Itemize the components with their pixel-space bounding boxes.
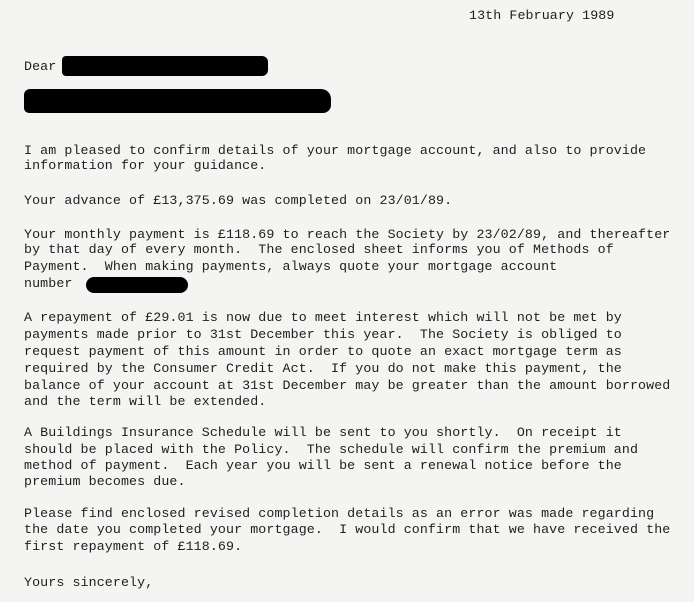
- paragraph-5-line-1: A Buildings Insurance Schedule will be sent to you shortly. On receipt it: [24, 425, 622, 440]
- paragraph-4-line-3: request payment of this amount in order to quote an exact mortgage term as: [24, 344, 622, 359]
- redacted-recipient-address: [24, 89, 331, 113]
- paragraph-4-line-1: A repayment of £29.01 is now due to meet interest which will not be met by: [24, 310, 622, 325]
- paragraph-4-line-5: balance of your account at 31st December may be greater than the amount borrowed: [24, 378, 671, 393]
- salutation: Dear: [24, 59, 57, 74]
- closing: Yours sincerely,: [24, 575, 154, 590]
- paragraph-4-line-6: and the term will be extended.: [24, 394, 267, 409]
- paragraph-5-line-2: should be placed with the Policy. The schedule will confirm the premium and: [24, 442, 639, 457]
- paragraph-6-line-2: the date you completed your mortgage. I would confirm that we have received the: [24, 522, 671, 537]
- paragraph-5-line-4: premium becomes due.: [24, 474, 186, 489]
- letter-date: 13th February 1989: [469, 8, 615, 23]
- paragraph-6-line-3: first repayment of £118.69.: [24, 539, 243, 554]
- paragraph-3-line-2: by that day of every month. The enclosed sheet informs you of Methods of: [24, 242, 614, 257]
- paragraph-4-line-2: payments made prior to 31st December this year. The Society is obliged to: [24, 327, 622, 342]
- paragraph-5-line-3: method of payment. Each year you will be sent a renewal notice before the: [24, 458, 622, 473]
- paragraph-3-line-4: number: [24, 276, 73, 291]
- paragraph-3-line-1: Your monthly payment is £118.69 to reach the Society by 23/02/89, and thereafter: [24, 227, 671, 242]
- redacted-account-number: [86, 277, 188, 293]
- cut-off-header-fragment: [22, 0, 50, 1]
- paragraph-1-line-1: I am pleased to confirm details of your mortgage account, and also to provide: [24, 143, 647, 158]
- paragraph-2-line-1: Your advance of £13,375.69 was completed on 23/01/89.: [24, 193, 453, 208]
- paragraph-1-line-2: information for your guidance.: [24, 158, 267, 173]
- paragraph-6-line-1: Please find enclosed revised completion details as an error was made regarding: [24, 506, 655, 521]
- paragraph-3-line-3: Payment. When making payments, always quote your mortgage account: [24, 259, 558, 274]
- redacted-recipient-name: [62, 56, 268, 76]
- paragraph-4-line-4: required by the Consumer Credit Act. If you do not make this payment, the: [24, 361, 622, 376]
